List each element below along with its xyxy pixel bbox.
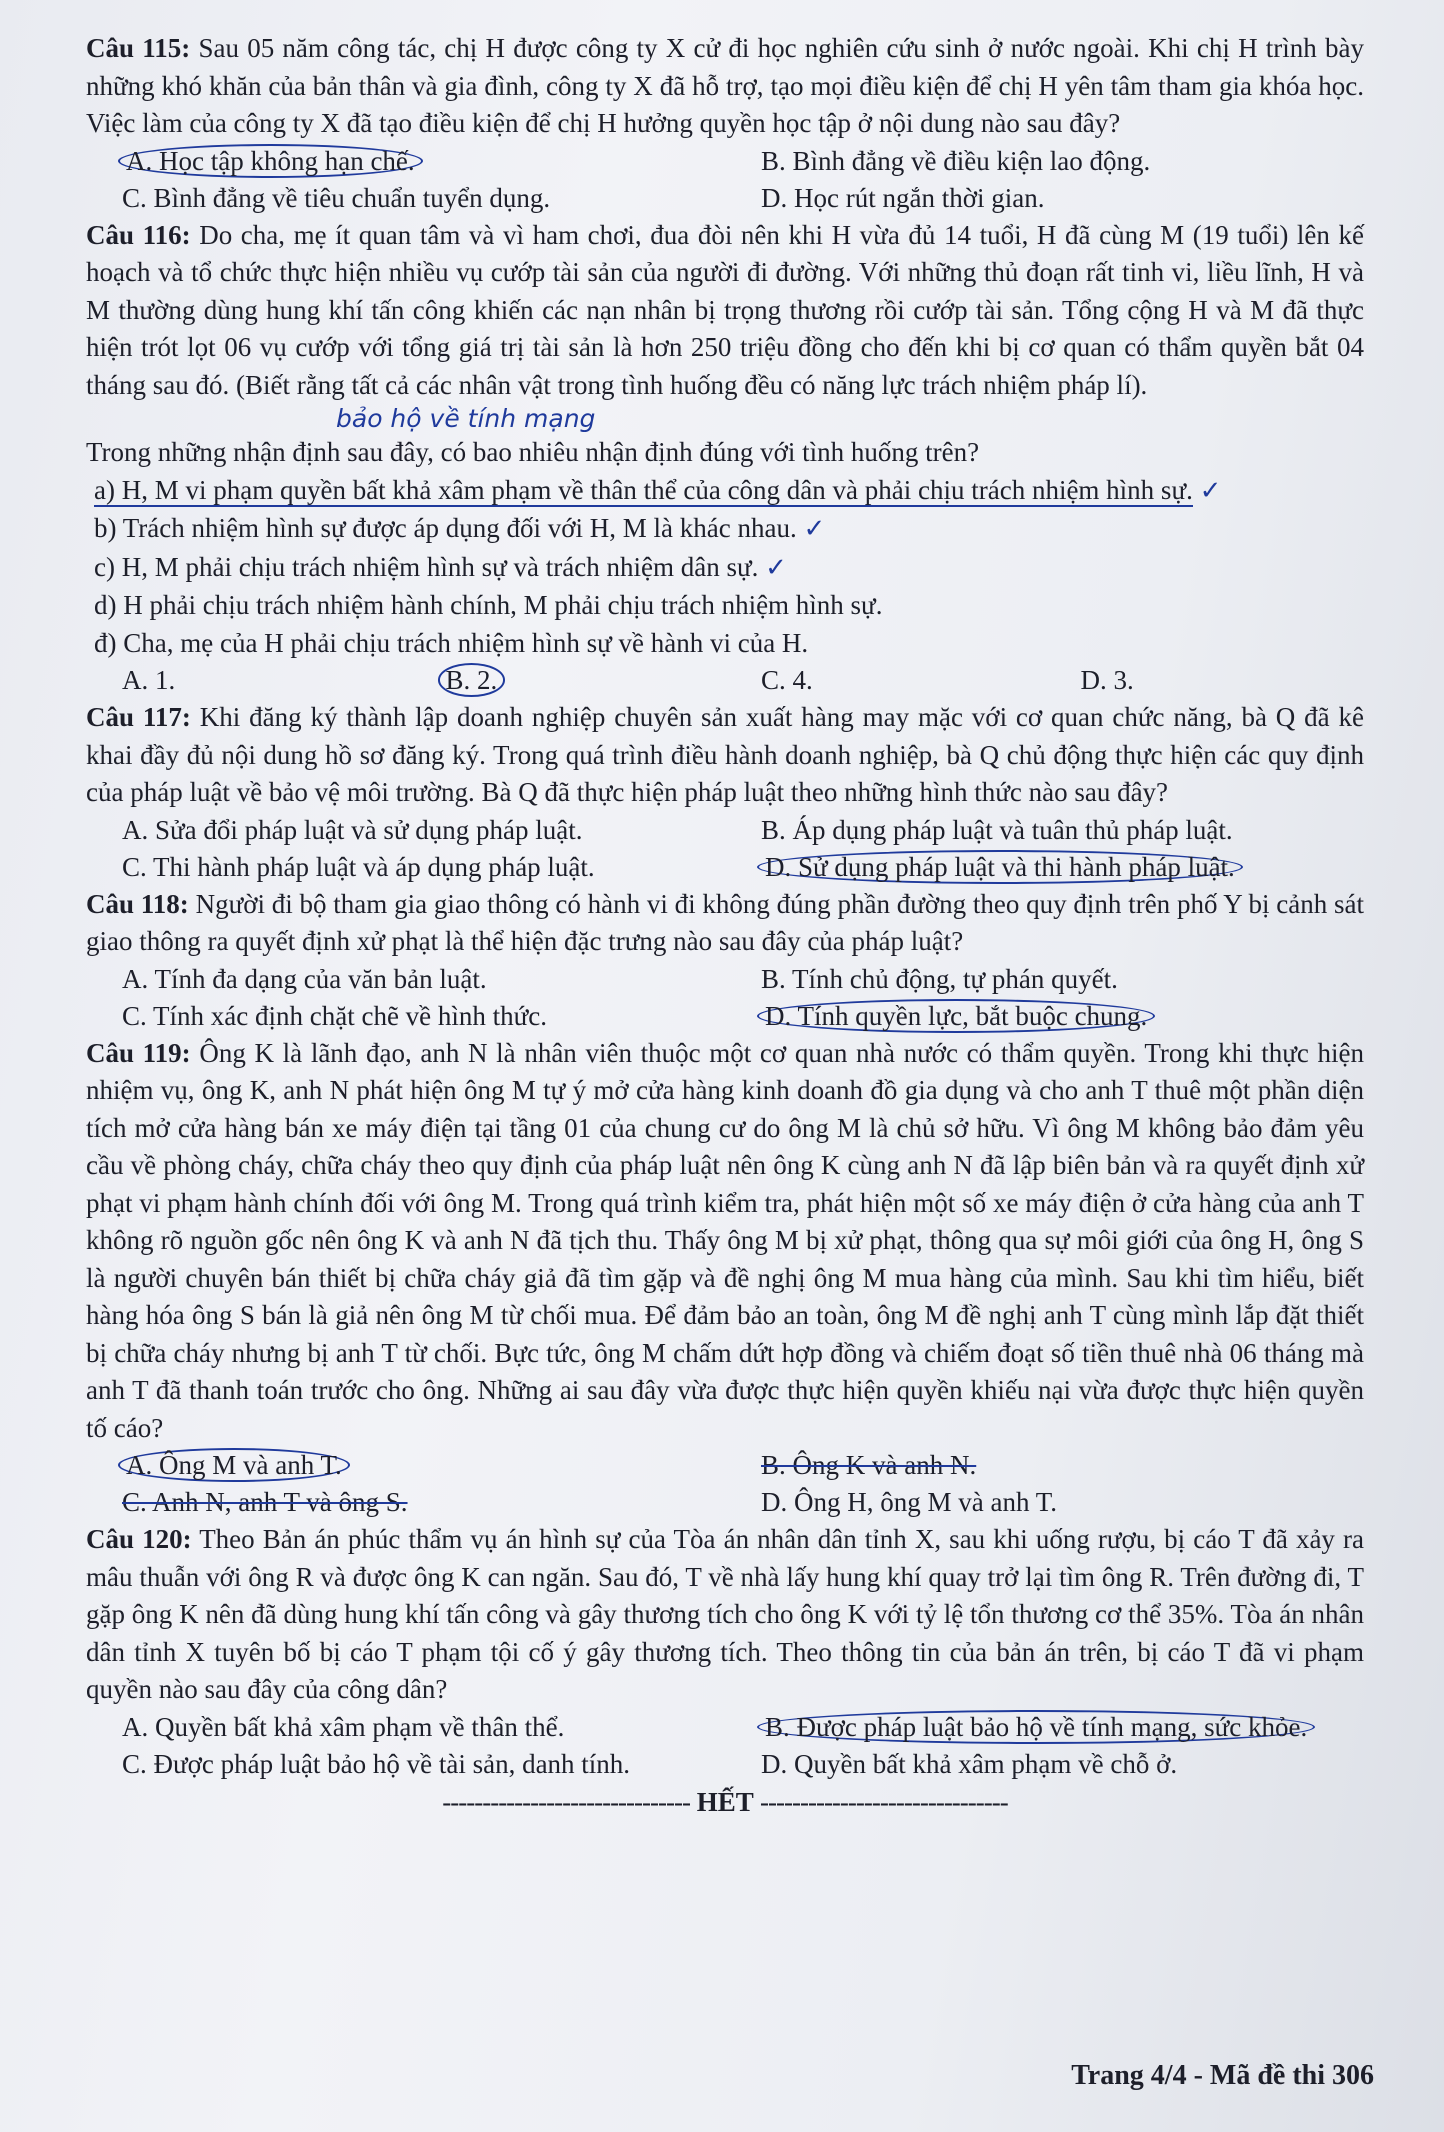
question-120-label: Câu 120: xyxy=(86,1524,192,1554)
option-119-d: D. Ông H, ông M và anh T. xyxy=(761,1487,1057,1517)
end-marker: ------------------------------- HẾT ------------------------------- xyxy=(442,1786,1008,1817)
question-117-label: Câu 117: xyxy=(86,702,191,732)
question-116-label: Câu 116: xyxy=(86,219,191,250)
question-118-text: Người đi bộ tham gia giao thông có hành vi đi không đúng phần đường theo quy định trên phố Y bị cảnh sát giao thông ra quyết định xử phạt là thể hiện đặc trưng nào sau đây của pháp luật? xyxy=(86,888,1364,956)
option-117-c: C. Thi hành pháp luật và áp dụng pháp luật. xyxy=(122,851,595,882)
option-115-b: B. Bình đẳng về điều kiện lao động. xyxy=(761,145,1151,176)
question-115-text: Sau 05 năm công tác, chị H được công ty X cử đi học nghiên cứu sinh ở nước ngoài. Khi chị H trình bày những khó khăn của bản thân và gia đình, công ty X đã hỗ trợ, tạo mọi điều kiện để chị H yên tâm tham gia khóa học. Việc làm của công ty X đã tạo điều kiện để chị H hưởng quyền học tập ở nội dung nào sau đây? xyxy=(86,33,1365,138)
question-117-options-row-1 xyxy=(86,812,1364,849)
question-116-options xyxy=(86,662,1364,699)
question-116-text: Do cha, mẹ ít quan tâm và vì ham chơi, đua đòi nên khi H vừa đủ 14 tuổi, H đã cùng M (19 tuổi) lên kế hoạch và tổ chức thực hiện nhiều vụ cướp tài sản của người đi đường. Với những thủ đoạn rất tinh vi, liều lĩnh, H và M thường dùng hung khí tấn công khiến các nạn nhân bị trọng thương rồi cướp tài sản. Tổng cộng H và M đã thực hiện trót lọt 06 vụ cướp với tổng giá trị tài sản là hơn 250 triệu đồng cho đến khi bị cơ quan có thẩm quyền bắt 04 tháng sau đó. (Biết rằng tất cả các nhân vật trong tình huống đều có năng lực trách nhiệm pháp lí). xyxy=(86,219,1364,400)
question-120-options-row-2 xyxy=(86,1746,1364,1783)
question-119 xyxy=(86,1035,1364,1448)
question-116-prompt: Trong những nhận định sau đây, có bao nhiêu nhận định đúng với tình huống trên? xyxy=(86,437,980,467)
question-118 xyxy=(86,886,1364,961)
option-119-c: C. Anh N, anh T và ông S. xyxy=(122,1487,408,1517)
option-117-a: A. Sửa đổi pháp luật và sử dụng pháp luật. xyxy=(122,814,583,845)
question-117-options-row-2 xyxy=(86,849,1364,886)
option-118-c: C. Tính xác định chặt chẽ về hình thức. xyxy=(122,1000,548,1031)
question-117-text: Khi đăng ký thành lập doanh nghiệp chuyên sản xuất hàng may mặc với cơ quan chức năng, bà Q đã kê khai đầy đủ nội dung hồ sơ đăng ký. Trong quá trình điều hành doanh nghiệp, bà Q chủ động thực hiện các quy định của pháp luật về bảo vệ môi trường. Bà Q đã thực hiện pháp luật theo những hình thức nào sau đây? xyxy=(86,702,1365,807)
question-115 xyxy=(86,30,1364,143)
pen-circle-mark: B. 2. xyxy=(438,663,506,697)
check-mark-icon: ✓ xyxy=(803,514,826,544)
option-116-a: A. 1. xyxy=(122,665,176,695)
question-118-options-row-2 xyxy=(86,998,1364,1035)
option-119-a xyxy=(86,1447,725,1484)
pen-circle-mark: D. Sử dụng pháp luật và thi hành pháp luật. xyxy=(757,850,1243,884)
pen-circle-mark: A. Học tập không hạn chế. xyxy=(118,144,423,178)
question-119-options-row-1 xyxy=(86,1447,1364,1484)
option-120-a: A. Quyền bất khả xâm phạm về thân thể. xyxy=(122,1711,565,1742)
statement-a: a) H, M vi phạm quyền bất khả xâm phạm về thân thể của công dân và phải chịu trách nhiệm hình sự. ✓ xyxy=(94,474,1222,506)
statement-dd: đ) Cha, mẹ của H phải chịu trách nhiệm hình sự về hành vi của H. xyxy=(94,627,809,658)
option-116-b xyxy=(406,662,726,699)
option-120-c: C. Được pháp luật bảo hộ về tài sản, danh tính. xyxy=(122,1748,631,1779)
question-120-options-row-1 xyxy=(86,1709,1364,1746)
option-120-d: D. Quyền bất khả xâm phạm về chỗ ở. xyxy=(761,1748,1178,1779)
page-footer: Trang 4/4 - Mã đề thi 306 xyxy=(1071,2060,1374,2091)
question-119-label: Câu 119: xyxy=(86,1037,191,1068)
option-119-b: B. Ông K và anh N. xyxy=(761,1450,977,1480)
question-118-options-row-1 xyxy=(86,961,1364,998)
option-120-b xyxy=(725,1709,1364,1746)
option-118-d xyxy=(725,998,1364,1035)
check-mark-icon: ✓ xyxy=(1199,475,1222,506)
pen-circle-mark: B. Được pháp luật bảo hộ về tính mạng, sức khỏe. xyxy=(757,1710,1315,1744)
statement-d: d) H phải chịu trách nhiệm hành chính, M phải chịu trách nhiệm hình sự. xyxy=(94,590,883,620)
check-mark-icon: ✓ xyxy=(765,552,787,583)
question-117 xyxy=(86,699,1364,812)
handwritten-note: bảo hộ về tính mạng xyxy=(336,404,596,433)
question-120 xyxy=(86,1521,1364,1709)
question-115-options-row-1 xyxy=(86,143,1364,180)
question-120-text: Theo Bản án phúc thẩm vụ án hình sự của Tòa án nhân dân tỉnh X, sau khi uống rượu, bị cáo T đã xảy ra mâu thuẫn với ông R và được ông K can ngăn. Sau đó, T về nhà lấy hung khí quay trở lại tìm ông R. Trên đường đi, T gặp ông K nên đã dùng hung khí tấn công và gây thương tích cho ông K với tỷ lệ tổn thương cơ thể 35%. Tòa án nhân dân tỉnh X tuyên bố bị cáo T phạm tội cố ý gây thương tích. Theo thông tin của bản án trên, bị cáo T đã vi phạm quyền nào sau đây của công dân? xyxy=(86,1524,1364,1704)
option-115-d: D. Học rút ngắn thời gian. xyxy=(761,182,1045,213)
option-115-a xyxy=(86,143,725,180)
question-119-text: Ông K là lãnh đạo, anh N là nhân viên thuộc một cơ quan nhà nước có thẩm quyền. Trong khi thực hiện nhiệm vụ, ông K, anh N phát hiện ông M tự ý mở cửa hàng kinh doanh đồ gia dụng và cho anh T thuê một phần diện tích mở cửa hàng bán xe máy điện tại tầng 01 của chung cư do ông M là chủ sở hữu. Vì ông M không bảo đảm yêu cầu về phòng cháy, chữa cháy theo quy định của pháp luật nên ông K cùng anh N đã lập biên bản và ra quyết định xử phạt vi phạm hành chính đối với ông M. Trong quá trình kiểm tra, phát hiện một số xe máy điện ở cửa hàng của anh T không rõ nguồn gốc nên ông K và anh N đã tịch thu. Thấy ông M bị xử phạt, thông qua sự môi giới của ông H, ông S là người chuyên bán thiết bị chữa cháy giả đã tìm gặp và đề nghị ông M mua hàng của mình. Sau khi tìm hiểu, biết hàng hóa ông S bán là giả nên ông M từ chối mua. Để đảm bảo an toàn, ông M đề nghị anh T cùng mình lắp đặt thiết bị chữa cháy nhưng bị anh T từ chối. Bực tức, ông M chấm dứt hợp đồng và chiếm đoạt số tiền thuê nhà 06 tháng mà anh T đã thanh toán trước cho ông. Những ai sau đây vừa được thực hiện quyền khiếu nại vừa được thực hiện quyền tố cáo? xyxy=(86,1037,1365,1443)
statement-b: b) Trách nhiệm hình sự được áp dụng đối với H, M là khác nhau. ✓ xyxy=(94,513,826,544)
question-119-options-row-2 xyxy=(86,1484,1364,1521)
question-115-options-row-2 xyxy=(86,180,1364,217)
option-115-c: C. Bình đẳng về tiêu chuẩn tuyển dụng. xyxy=(122,182,551,213)
option-117-b: B. Áp dụng pháp luật và tuân thủ pháp luật. xyxy=(761,814,1233,845)
option-116-d: D. 3. xyxy=(1080,665,1134,695)
pen-circle-mark: A. Ông M và anh T. xyxy=(118,1448,350,1482)
question-115-label: Câu 115: xyxy=(86,33,191,63)
option-118-a: A. Tính đa dạng của văn bản luật. xyxy=(122,963,487,994)
statement-c: c) H, M phải chịu trách nhiệm hình sự và trách nhiệm dân sự. ✓ xyxy=(94,551,787,583)
option-116-c: C. 4. xyxy=(761,665,813,695)
pen-circle-mark: D. Tính quyền lực, bắt buộc chung. xyxy=(757,999,1155,1033)
question-118-label: Câu 118: xyxy=(86,888,189,919)
question-116 xyxy=(86,217,1364,405)
option-118-b: B. Tính chủ động, tự phán quyết. xyxy=(761,963,1118,994)
option-117-d xyxy=(725,849,1364,886)
